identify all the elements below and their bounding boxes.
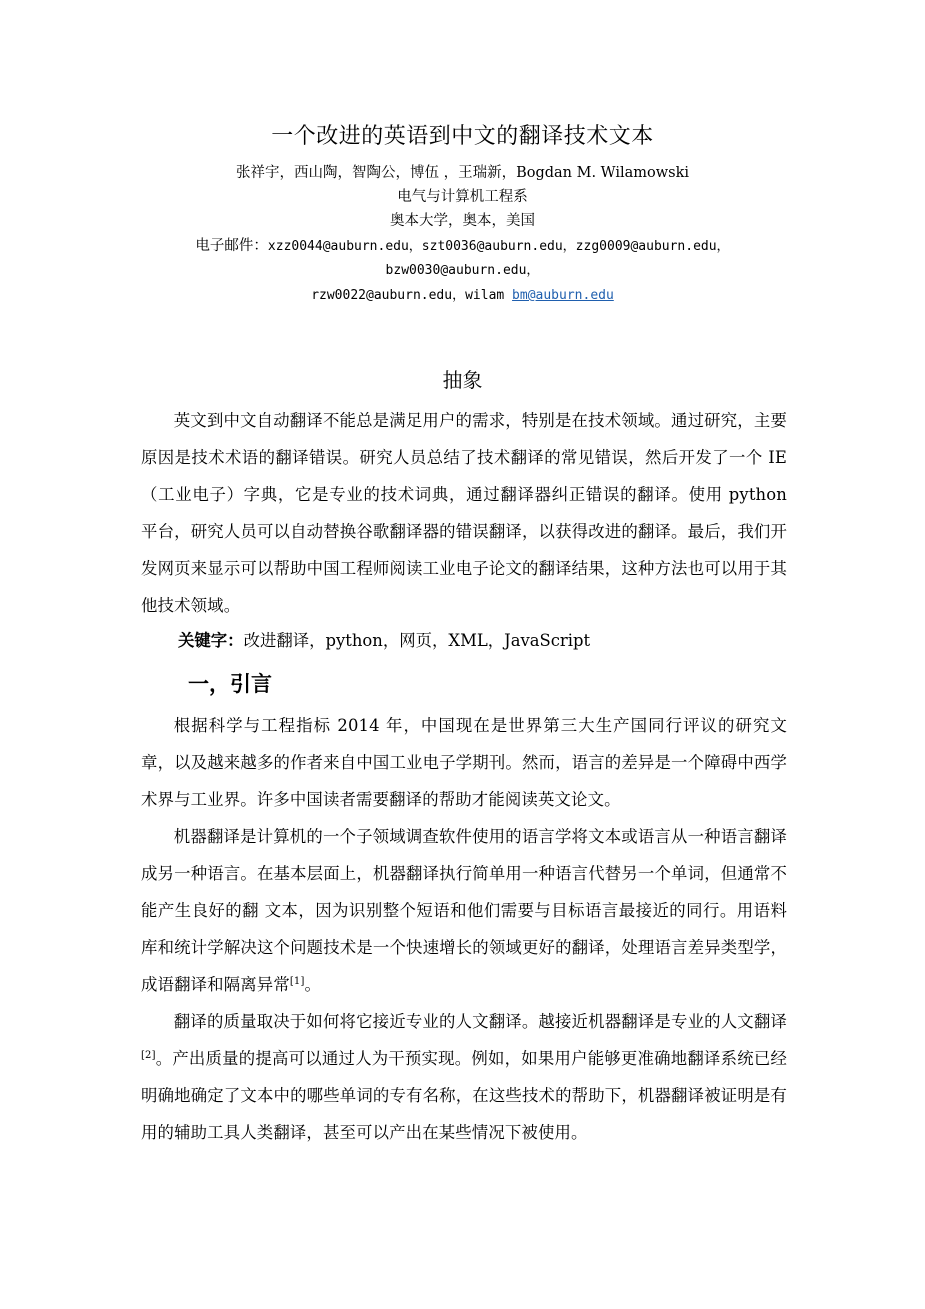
citation-2[interactable]: [2] [141, 1050, 156, 1061]
abstract-paragraph: 英文到中文自动翻译不能总是满足用户的需求，特别是在技术领域。通过研究，主要原因是技术术语的翻译错误。研究人员总结了技术翻译的常见错误，然后开发了一个 IE（工业电子）字典，它是专业的技术词典，通过翻译器纠正错误的翻译。使用 python 平台，研究人员可以自动替换谷歌翻译器的错误翻译，以获得改进的翻译。最后，我们开发网页来显示可以帮助中国工程师阅读工业电子论文的翻译结果，这种方法也可以用于其他技术领域。 [141, 411, 787, 615]
intro-paragraph-1: 根据科学与工程指标 2014 年，中国现在是世界第三大生产国同行评议的研究文章，以及越来越多的作者来自中国工业电子学期刊。然而，语言的差异是一个障碍中西学术界与工业界。许多中国读者需要翻译的帮助才能阅读英文论文。 [141, 716, 787, 809]
email-label: 电子邮件： [195, 238, 268, 254]
keywords-label: 关键字： [178, 631, 244, 650]
intro-paragraph-3-text-a: 翻译的质量取决于如何将它接近专业的人文翻译。越接近机器翻译是专业的人文翻译 [173, 1012, 787, 1031]
paper-title: 一个改进的英语到中文的翻译技术文本 [271, 124, 654, 149]
section-heading-introduction: 一，引言 [188, 672, 272, 696]
intro-paragraph-2-end: 。 [304, 975, 322, 994]
email-line-1 [0, 234, 925, 259]
email-addresses-1: xzz0044@auburn.edu，szt0036@auburn.edu，zzg0009@auburn.edu， [267, 239, 730, 254]
abstract-body [141, 402, 787, 624]
email-line-3 [0, 283, 925, 308]
email-link[interactable]: bm@auburn.edu [512, 288, 614, 303]
email-addresses-2: bzw0030@auburn.edu， [385, 263, 540, 278]
author-list: 张祥宇，西山陶，智陶公，博伍 ，王瑞新，Bogdan M. Wilamowski [235, 165, 690, 181]
intro-paragraph-2 [141, 818, 787, 1003]
keywords-text: 改进翻译，python，网页，XML，JavaScript [243, 631, 591, 650]
intro-paragraph-3 [141, 1003, 787, 1151]
email-addresses-3: rzw0022@auburn.edu，wilam [311, 288, 513, 303]
introduction-body [141, 707, 787, 1151]
keywords-line [178, 624, 798, 658]
abstract-heading: 抽象 [442, 368, 483, 392]
affiliation: 奥本大学，奥本，美国 [390, 213, 535, 229]
citation-1[interactable]: [1] [289, 976, 305, 987]
department: 电气与计算机工程系 [397, 189, 528, 205]
intro-paragraph-3-text-b: 。产出质量的提高可以通过人为干预实现。例如，如果用户能够更准确地翻译系统已经明确地确定了文本中的哪些单词的专有名称，在这些技术的帮助下，机器翻译被证明是有用的辅助工具人类翻译，甚至可以产出在某些情况下被使用。 [141, 1049, 787, 1142]
email-line-2 [0, 258, 925, 283]
intro-paragraph-2-text: 机器翻译是计算机的一个子领域调查软件使用的语言学将文本或语言从一种语言翻译成另一种语言。在基本层面上，机器翻译执行简单用一种语言代替另一个单词，但通常不能产生良好的翻 文本，因为识别整个短语和他们需要与目标语言最接近的同行。用语料库和统计学解决这个问题技术是一个快速增长的领域更好的翻译，处理语言差异类型学，成语翻译和隔离异常 [141, 827, 787, 994]
